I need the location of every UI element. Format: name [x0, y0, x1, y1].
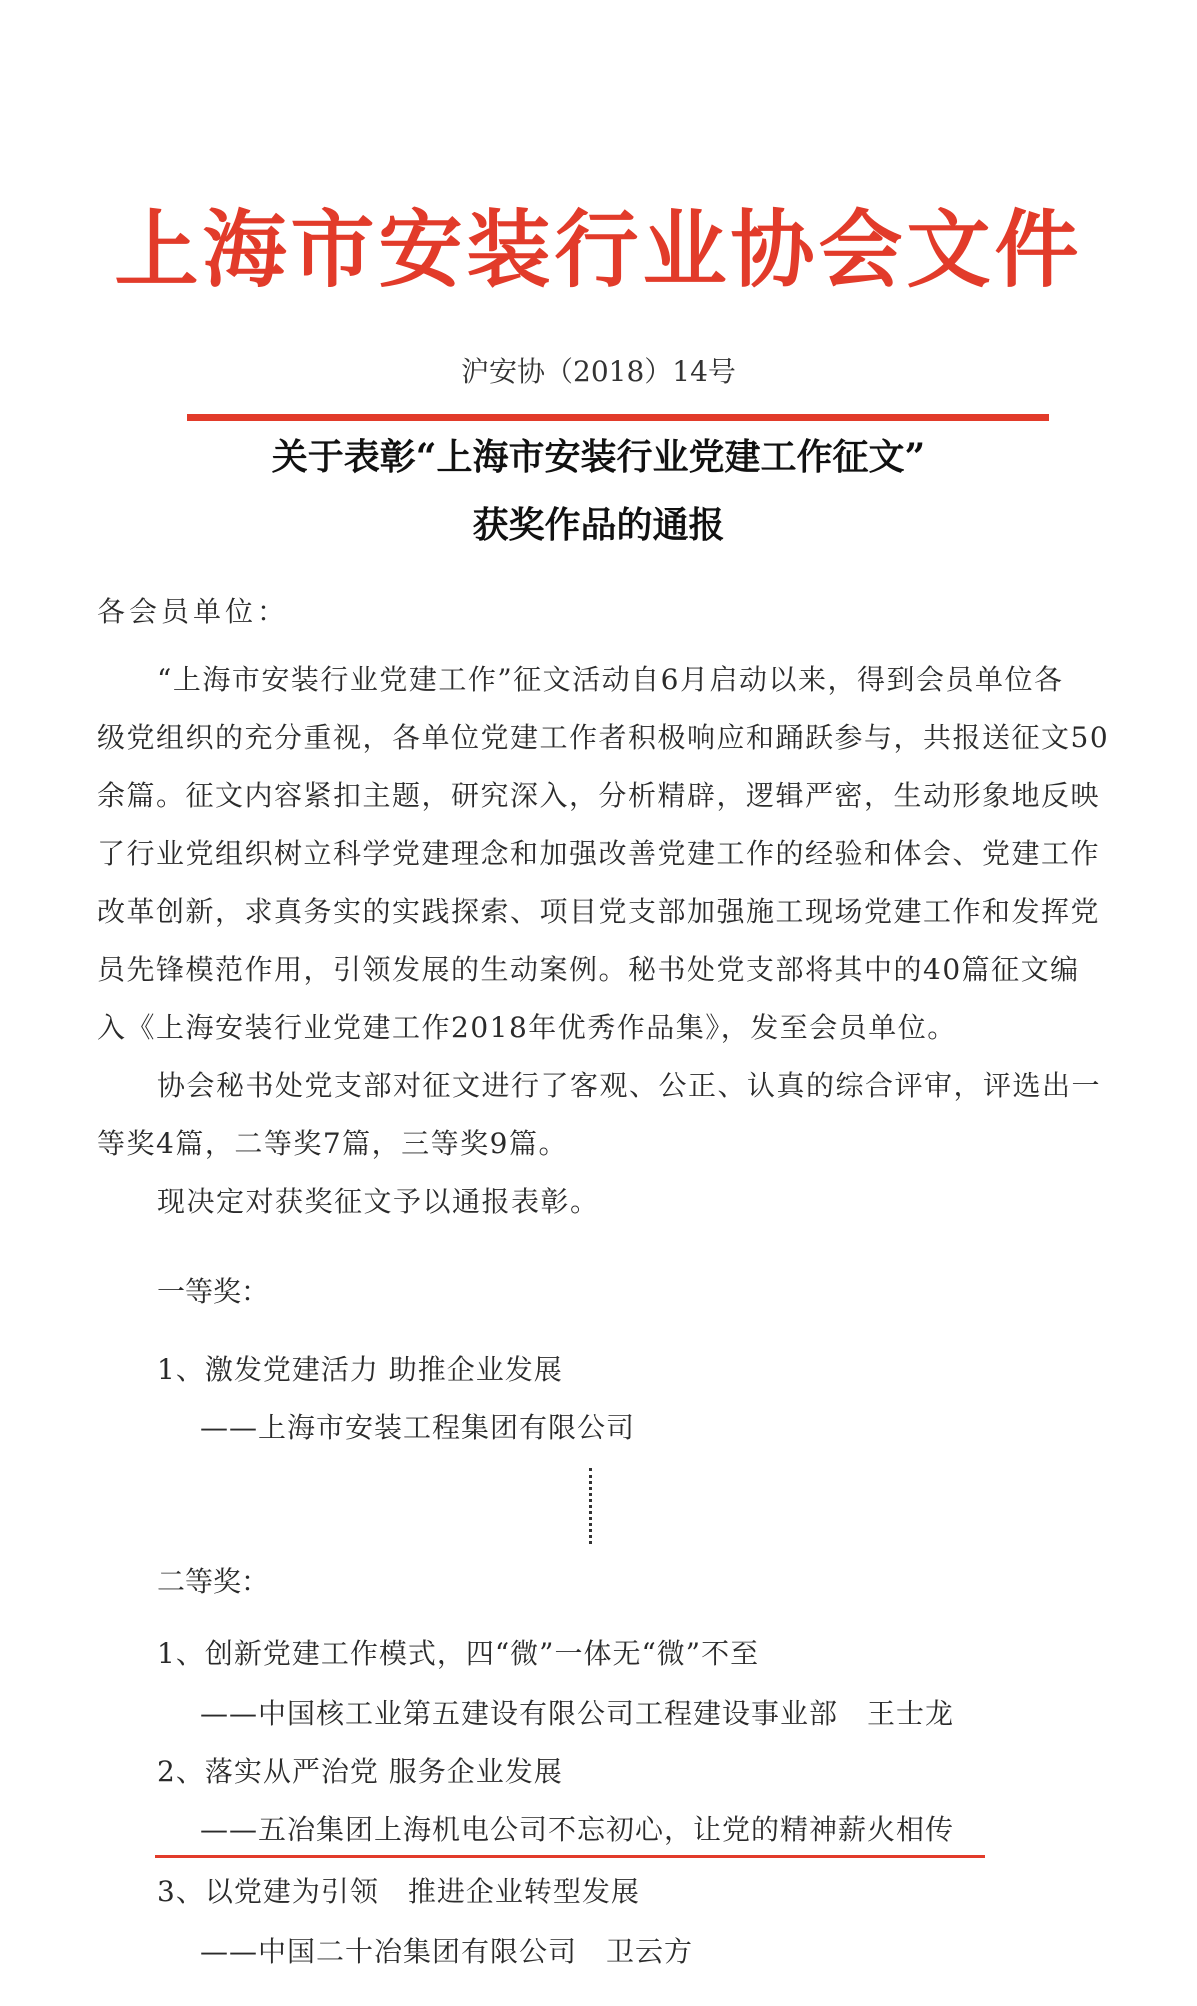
para3-line: 现决定对获奖征文予以通报表彰。 [157, 1185, 600, 1218]
award-heading-first: 一等奖： [157, 1275, 270, 1308]
document-number: 沪安协（2018）14号 [461, 355, 736, 388]
para1-line: 余篇。征文内容紧扣主题，研究深入，分析精辟，逻辑严密，生动形象地反映 [97, 779, 1101, 812]
omission-dots [589, 1468, 592, 1544]
salutation: 各会员单位： [97, 595, 290, 628]
header-red-rule [187, 414, 1049, 421]
subject-line-2: 获奖作品的通报 [472, 504, 725, 546]
para1-line: 入《上海安装行业党建工作2018年优秀作品集》，发至会员单位。 [97, 1011, 957, 1044]
subject-line-1: 关于表彰“上海市安装行业党建工作征文” [271, 436, 926, 478]
red-underline-highlight [155, 1855, 985, 1858]
award-item-title: 1、创新党建工作模式，四“微”一体无“微”不至 [157, 1637, 760, 1670]
para1-line: “上海市安装行业党建工作”征文活动自6月启动以来，得到会员单位各 [157, 663, 1064, 696]
award-item-author: ——上海市安装工程集团有限公司 [200, 1411, 636, 1444]
award-heading-second: 二等奖： [157, 1565, 270, 1598]
award-item-author: ——五冶集团上海机电公司不忘初心，让党的精神薪火相传 [200, 1813, 955, 1846]
para1-line: 员先锋模范作用，引领发展的生动案例。秘书处党支部将其中的40篇征文编 [97, 953, 1080, 986]
award-item-author: ——中国二十冶集团有限公司 卫云方 [200, 1935, 694, 1968]
para1-line: 改革创新，求真务实的实践探索、项目党支部加强施工现场党建工作和发挥党 [97, 895, 1101, 928]
para1-line: 了行业党组织树立科学党建理念和加强改善党建工作的经验和体会、党建工作 [97, 837, 1101, 870]
para1-line: 级党组织的充分重视，各单位党建工作者积极响应和踊跃参与，共报送征文50 [97, 721, 1110, 754]
para2-line: 等奖4篇，二等奖7篇，三等奖9篇。 [97, 1127, 568, 1160]
award-item-title: 1、激发党建活力 助推企业发展 [157, 1353, 563, 1386]
award-item-title: 3、以党建为引领 推进企业转型发展 [157, 1875, 640, 1908]
award-item-title: 2、落实从严治党 服务企业发展 [157, 1755, 563, 1788]
award-item-author: ——中国核工业第五建设有限公司工程建设事业部 王士龙 [200, 1697, 955, 1730]
document-header-title: 上海市安装行业协会文件 [114, 201, 1083, 299]
para2-line: 协会秘书处党支部对征文进行了客观、公正、认真的综合评审，评选出一 [157, 1069, 1102, 1102]
